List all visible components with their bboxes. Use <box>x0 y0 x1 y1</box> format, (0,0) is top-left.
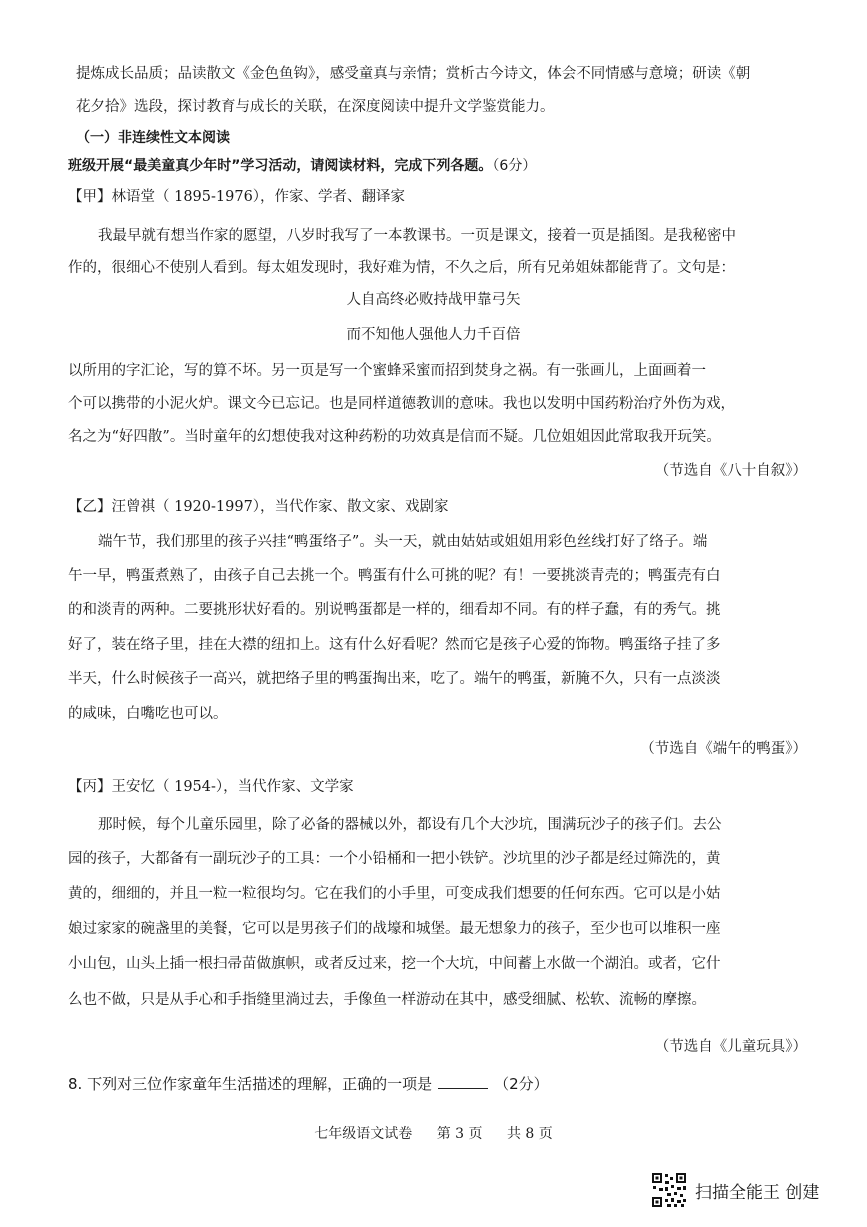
qr-code-icon <box>651 1172 687 1208</box>
passage-bing-line: 园的孩子，大都备有一副玩沙子的工具：一个小铅桶和一把小铁铲。沙坑里的沙子都是经过筛洗的，黄 <box>68 851 721 867</box>
question-8-score: （2分） <box>494 1075 549 1093</box>
passage-jia-source: （节选自《八十自叙》） <box>654 463 807 479</box>
intro-line-1: 提炼成长品质；品读散文《金色鱼钩》，感受童真与亲情；赏析古今诗文，体会不同情感与意境；研读《朝 <box>76 66 751 82</box>
passage-yi-source: （节选自《端午的鸭蛋》） <box>640 741 807 757</box>
task-text: 班级开展“最美童真少年时”学习活动，请阅读材料，完成下列各题。 <box>68 158 493 174</box>
task-score: （6分） <box>492 158 537 174</box>
watermark-text: 扫描全能王 创建 <box>695 1183 820 1203</box>
passage-bing-line: 小山包，山头上插一根扫帚苗做旗帜，或者反过来，挖一个大坑，中间蓄上水做一个湖泊。或者，它什 <box>68 956 721 972</box>
question-8-text: 8. 下列对三位作家童年生活描述的理解，正确的一项是 <box>68 1075 433 1093</box>
footer-total-pages: 共 8 页 <box>506 1126 553 1142</box>
section-title: （一）非连续性文本阅读 <box>76 130 230 146</box>
intro-line-2: 花夕拾》选段，探讨教育与成长的关联，在深度阅读中提升文学鉴赏能力。 <box>76 99 555 115</box>
passage-bing-line: 娘过家家的碗盏里的美餐，它可以是男孩子们的战壕和城堡。最无想象力的孩子，至少也可以堆积一座 <box>68 921 721 937</box>
passage-yi-line: 端午节，我们那里的孩子兴挂“鸭蛋络子”。头一天，就由姑姑或姐姐用彩色丝线打好了络子。端 <box>98 534 708 550</box>
passage-jia-line: 以所用的字汇论，写的算不坏。另一页是写一个蜜蜂采蜜而招到焚身之祸。有一张画儿，上面画着一 <box>68 363 706 379</box>
passage-yi-line: 午一早，鸭蛋煮熟了，由孩子自己去挑一个。鸭蛋有什么可挑的呢？有！一要挑淡青壳的；鸭蛋壳有白 <box>68 568 721 584</box>
passage-jia-line: 我最早就有想当作家的愿望，八岁时我写了一本教课书。一页是课文，接着一页是插图。是我秘密中 <box>98 228 736 244</box>
passage-bing-line: 么也不做，只是从手心和手指缝里淌过去，手像鱼一样游动在其中，感受细腻、松软、流畅的摩擦。 <box>68 992 706 1008</box>
passage-bing-heading: 【丙】王安忆（ 1954-），当代作家、文学家 <box>68 779 354 795</box>
passage-bing-source: （节选自《儿童玩具》） <box>654 1039 807 1055</box>
passage-yi-line: 的和淡青的两种。二要挑形状好看的。别说鸭蛋都是一样的，细看却不同。有的样子蠢，有的秀气。挑 <box>68 602 721 618</box>
passage-yi-line: 半天，什么时候孩子一高兴，就把络子里的鸭蛋掏出来，吃了。端午的鸭蛋，新腌不久，只有一点淡淡 <box>68 671 721 687</box>
passage-yi-heading: 【乙】汪曾祺（ 1920-1997），当代作家、散文家、戏剧家 <box>68 499 449 515</box>
task-instruction <box>68 156 536 176</box>
passage-jia-line: 个可以携带的小泥火炉。课文今已忘记。也是同样道德教训的意味。我也以发明中国药粉治疗外伤为戏， <box>68 396 735 412</box>
question-8 <box>68 1074 549 1094</box>
passage-jia-heading: 【甲】林语堂（ 1895-1976），作家、学者、翻译家 <box>68 189 406 205</box>
scanner-watermark <box>651 1172 851 1212</box>
passage-bing-line: 那时候，每个儿童乐园里，除了必备的器械以外，都设有几个大沙坑，围满玩沙子的孩子们。去公 <box>98 817 722 833</box>
footer-subject: 七年级语文试卷 <box>314 1126 413 1142</box>
passage-jia-poem-line: 人自高终必败持战甲靠弓矢 <box>346 292 521 308</box>
passage-jia-line: 作的，很细心不使别人看到。每太姐发现时，我好难为情，不久之后，所有兄弟姐妹都能背了。文句是： <box>68 260 735 276</box>
passage-jia-poem-line: 而不知他人强他人力千百倍 <box>346 327 521 343</box>
passage-yi-line: 的咸味，白嘴吃也可以。 <box>68 706 228 722</box>
answer-blank[interactable] <box>438 1074 488 1089</box>
passage-jia-line: 名之为“好四散”。当时童年的幻想使我对这种药粉的功效真是信而不疑。几位姐姐因此常取我开玩笑。 <box>68 429 721 445</box>
footer-page-number: 第 3 页 <box>436 1126 483 1142</box>
passage-yi-line: 好了，装在络子里，挂在大襟的纽扣上。这有什么好看呢？然而它是孩子心爱的饰物。鸭蛋络子挂了多 <box>68 637 721 653</box>
passage-bing-line: 黄的，细细的，并且一粒一粒很均匀。它在我们的小手里，可变成我们想要的任何东西。它可以是小姑 <box>68 886 721 902</box>
page-footer <box>0 1124 867 1144</box>
